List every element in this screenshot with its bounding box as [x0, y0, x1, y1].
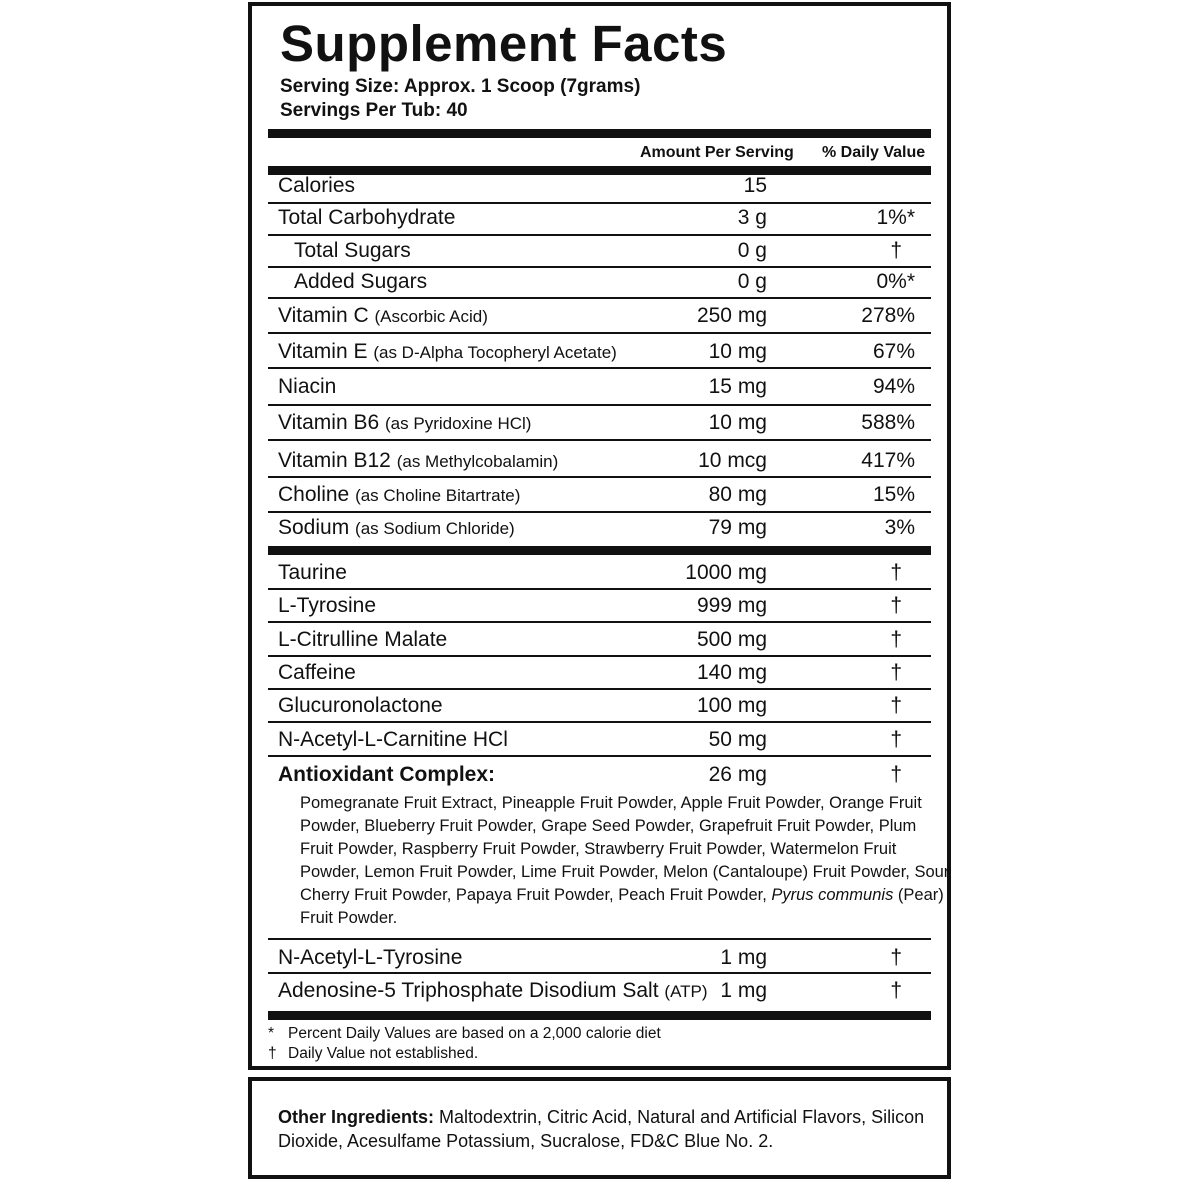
ingredient-daily-value: †	[890, 694, 902, 717]
row-divider	[268, 367, 931, 369]
nutrient-amount: 15 mg	[708, 375, 767, 398]
ingredient-daily-value: †	[890, 728, 902, 751]
antioxidant-amount: 26 mg	[708, 763, 767, 786]
ingredient-amount: 140 mg	[696, 661, 767, 684]
nutrient-amount: 15	[743, 174, 767, 197]
antioxidant-ingredient-list: Pomegranate Fruit Extract, Pineapple Fruit Powder, Apple Fruit Powder, Orange Fruit Powder, Blueberry Fruit Powder, Grape Seed Powder, Grapefruit Fruit Powder, Plum Fruit Powder, Raspberry Fruit Powder, Strawberry Fruit Powder, Watermelon Fruit Powder, Lemon Fruit Powder, Lime Fruit Powder, Melon (Cantaloupe) Fruit Powder, Sour Cherry Fruit Powder, Papaya Fruit Powder, Peach Fruit Powder, Pyrus communis (Pear) Fruit Powder.	[300, 794, 950, 927]
footnote-percent: * Percent Daily Values are based on a 2,000 calorie diet	[268, 1025, 661, 1042]
servings-per-label: Servings Per Tub:	[280, 100, 442, 121]
row-divider	[268, 721, 931, 723]
ingredient-name: N-Acetyl-L-Carnitine HCl	[278, 728, 508, 751]
ingredient-daily-value: †	[890, 661, 902, 684]
other-ingredients-panel	[248, 1077, 951, 1179]
row-divider	[268, 297, 931, 299]
nutrient-amount: 3 g	[737, 206, 767, 229]
other-ingredients-text	[278, 1105, 938, 1153]
footnote-dagger: † Daily Value not established.	[268, 1045, 479, 1062]
ingredient-daily-value: †	[890, 561, 902, 584]
nutrient-daily-value: 15%	[872, 483, 915, 506]
row-divider	[268, 202, 931, 204]
nutrient-daily-value: †	[890, 239, 902, 262]
nutrient-name: Vitamin E (as D-Alpha Tocopheryl Acetate)	[278, 340, 617, 363]
nutrient-daily-value: 67%	[872, 340, 915, 363]
row-divider	[268, 404, 931, 406]
ingredient-name: N-Acetyl-L-Tyrosine	[278, 946, 463, 969]
row-divider	[268, 476, 931, 478]
serving-size-value: Approx. 1 Scoop (7grams)	[403, 76, 641, 97]
ingredient-amount: 1000 mg	[685, 561, 767, 584]
nutrient-daily-value: 0%*	[876, 270, 915, 293]
nutrient-amount: 250 mg	[696, 304, 767, 327]
ingredient-name: Taurine	[278, 561, 347, 584]
ingredient-amount: 100 mg	[696, 694, 767, 717]
daily-value-header: % Daily Value	[822, 144, 926, 161]
row-divider	[268, 755, 931, 757]
ingredient-name: Caffeine	[278, 661, 356, 684]
ingredient-daily-value: †	[890, 628, 902, 651]
nutrient-name: Total Sugars	[294, 239, 411, 262]
ingredient-amount: 500 mg	[696, 628, 767, 651]
servings-per-tub	[280, 100, 468, 122]
nutrient-amount: 0 g	[737, 270, 767, 293]
nutrient-name: Vitamin B6 (as Pyridoxine HCl)	[278, 411, 532, 434]
other-ingredients-list: Maltodextrin, Citric Acid, Natural and Artificial Flavors, Silicon Dioxide, Acesulfame Potassium, Sucralose, FD&C Blue No. 2.	[278, 1107, 925, 1151]
ingredient-amount: 999 mg	[696, 594, 767, 617]
nutrient-daily-value: 1%*	[876, 206, 915, 229]
nutrient-name: Vitamin B12 (as Methylcobalamin)	[278, 449, 559, 472]
nutrient-name: Sodium (as Sodium Chloride)	[278, 516, 515, 539]
amount-header: Amount Per Serving	[640, 144, 794, 161]
nutrient-daily-value: 588%	[861, 411, 915, 434]
serving-size-label: Serving Size:	[280, 76, 400, 97]
row-divider	[268, 938, 931, 940]
nutrient-amount: 10 mg	[708, 411, 767, 434]
nutrient-amount: 0 g	[737, 239, 767, 262]
ingredient-amount: 1 mg	[720, 979, 767, 1002]
bottom-divider	[268, 1011, 931, 1020]
panel-title: Supplement Facts	[280, 15, 728, 72]
row-divider	[268, 439, 931, 441]
ingredient-daily-value: †	[890, 594, 902, 617]
servings-per-value: 40	[446, 100, 468, 121]
nutrient-amount: 79 mg	[708, 516, 767, 539]
row-divider	[268, 688, 931, 690]
nutrient-amount: 10 mg	[708, 340, 767, 363]
row-divider	[268, 588, 931, 590]
ingredient-name: L-Tyrosine	[278, 594, 377, 617]
row-divider	[268, 511, 931, 513]
ingredient-name: Adenosine-5 Triphosphate Disodium Salt (ATP)	[278, 979, 708, 1002]
supplement-facts-panel	[248, 2, 951, 1070]
antioxidant-name: Antioxidant Complex:	[278, 763, 496, 786]
row-divider	[268, 234, 931, 236]
nutrient-name: Vitamin C (Ascorbic Acid)	[278, 304, 488, 327]
nutrient-daily-value: 3%	[884, 516, 915, 539]
top-divider	[268, 129, 931, 138]
antioxidant-daily-value: †	[890, 763, 902, 786]
other-ingredients-label: Other Ingredients:	[278, 1107, 435, 1127]
ingredient-name: L-Citrulline Malate	[278, 628, 448, 651]
nutrient-name: Niacin	[278, 375, 337, 398]
nutrient-daily-value: 278%	[861, 304, 915, 327]
row-divider	[268, 332, 931, 334]
nutrient-name: Added Sugars	[294, 270, 428, 293]
ingredient-daily-value: †	[890, 979, 902, 1002]
nutrient-amount: 80 mg	[708, 483, 767, 506]
row-divider	[268, 972, 931, 974]
section-divider	[268, 546, 931, 555]
nutrient-daily-value: 94%	[872, 375, 915, 398]
nutrient-name: Choline (as Choline Bitartrate)	[278, 483, 521, 506]
ingredient-daily-value: †	[890, 946, 902, 969]
row-divider	[268, 266, 931, 268]
row-divider	[268, 655, 931, 657]
header-divider	[268, 166, 931, 175]
nutrient-amount: 10 mcg	[698, 449, 767, 472]
row-divider	[268, 621, 931, 623]
nutrient-name: Calories	[278, 174, 356, 197]
serving-size	[280, 76, 640, 98]
nutrient-name: Total Carbohydrate	[278, 206, 456, 229]
ingredient-name: Glucuronolactone	[278, 694, 443, 717]
nutrient-daily-value: 417%	[861, 449, 915, 472]
ingredient-amount: 50 mg	[708, 728, 767, 751]
ingredient-amount: 1 mg	[720, 946, 767, 969]
